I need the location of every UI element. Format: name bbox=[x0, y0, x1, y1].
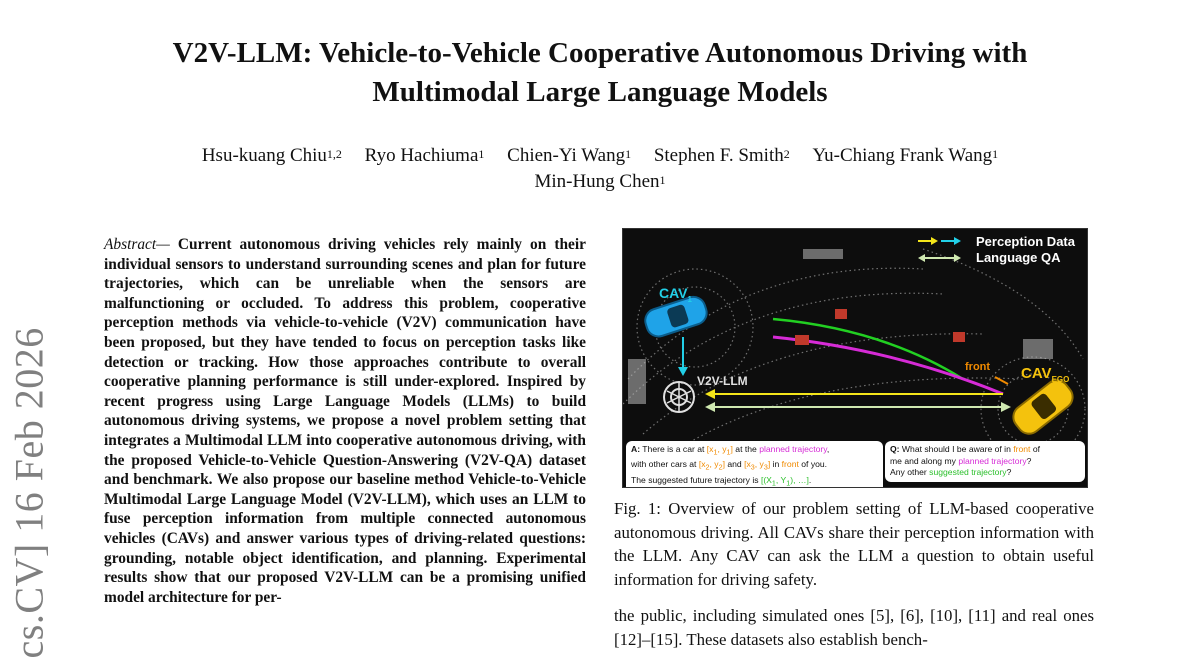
author-row-2 bbox=[80, 169, 1120, 195]
author-affiliation: 1 bbox=[625, 147, 632, 161]
author-name: Stephen F. Smith bbox=[653, 145, 784, 166]
front-label: front bbox=[965, 361, 991, 373]
legend-row-perception bbox=[976, 234, 1075, 250]
cav1-label: $CAV_1$ bbox=[659, 285, 692, 304]
author-affiliation: 1 bbox=[992, 147, 999, 161]
figure-overview bbox=[622, 228, 1088, 488]
abstract-lead: Abstract— bbox=[104, 236, 170, 253]
author-name: Ryo Hachiuma bbox=[364, 145, 479, 166]
figure-legend bbox=[976, 234, 1075, 266]
other-car bbox=[953, 332, 965, 342]
legend-perception-arrows bbox=[918, 237, 961, 245]
llm-label: V2V-LLM bbox=[697, 374, 748, 388]
author-affiliation: 1,2 bbox=[326, 147, 342, 161]
other-car bbox=[795, 335, 809, 345]
ego-car bbox=[1009, 375, 1078, 438]
cav-ego-label: $CAV_{EGO}$ bbox=[1021, 365, 1070, 384]
arrow-head bbox=[705, 402, 715, 412]
author bbox=[365, 143, 485, 169]
title-line-1: V2V-LLM: Vehicle-to-Vehicle Cooperative Autonomous Driving with bbox=[172, 37, 1028, 69]
abstract bbox=[104, 235, 586, 607]
author bbox=[813, 143, 999, 169]
body-paragraph: the public, including simulated ones [5], [6], [10], [11] and real ones [12]–[15]. These datasets also establish bench- bbox=[614, 606, 1094, 649]
llm-logo-icon bbox=[664, 382, 694, 412]
answer-box: A: There is a car at [$x_1$, $y_1$] at the planned trajectory, with other cars at [$x_2$, $y_2$] and [$x_3$, $y_3$] in front of you. The suggested future trajectory is [($X_1$, $Y_1$), …]. bbox=[626, 441, 883, 488]
legend-language-arrows bbox=[918, 254, 961, 262]
author-name: Chien-Yi Wang bbox=[507, 145, 626, 166]
front-arrow bbox=[995, 377, 1008, 384]
arrow-head bbox=[678, 367, 688, 376]
legend-perception-label: Perception Data bbox=[976, 234, 1075, 249]
author-affiliation: 2 bbox=[783, 147, 790, 161]
author bbox=[202, 143, 342, 169]
author-list bbox=[80, 143, 1120, 195]
question-box: Q: What should I be aware of in front of me and along my planned trajectory? Any other suggested trajectory? bbox=[885, 441, 1085, 482]
lidar-rings bbox=[623, 249, 1085, 461]
author-name: Hsu-kuang Chiu bbox=[201, 145, 327, 166]
author-affiliation: 1 bbox=[478, 147, 485, 161]
author-name: Yu-Chiang Frank Wang bbox=[812, 145, 993, 166]
author bbox=[507, 143, 631, 169]
title-line-2: Multimodal Large Language Models bbox=[372, 76, 828, 108]
paper-title bbox=[100, 34, 1100, 112]
author-name: Min-Hung Chen bbox=[534, 171, 660, 192]
arxiv-side-tag: cs.CV] 16 Feb 2026 bbox=[6, 327, 52, 659]
author bbox=[654, 143, 790, 169]
author-affiliation: 1 bbox=[659, 173, 666, 187]
abstract-text: Current autonomous driving vehicles rely mainly on their individual sensors to understand surrounding scenes and plan for future trajectories, which can be unreliable when the sensors are malfunctioning or occluded. To address this problem, cooperative perception methods via vehicle-to-vehicle (V2V) communication have been proposed, but they have tended to focus on perception tasks like detection or tracking. How those approaches contribute to overall cooperative planning performance is still under-explored. Inspired by recent progress using Large Language Models (LLMs) to build autonomous driving systems, we propose a novel problem setting that integrates a Multimodal LLM into cooperative autonomous driving, with the proposed Vehicle-to-Vehicle Question-Answering (V2V-QA) dataset and benchmark. We also propose our baseline method Vehicle-to-Vehicle Multimodal Large Language Model (V2V-LLM), which uses an LLM to fuse perception information from multiple connected autonomous vehicles (CAVs) and answer various types of driving-related questions: grounding, notable object identification, and planning. Experimental results show that our proposed V2V-LLM can be a promising unified model architecture for per- bbox=[104, 236, 586, 606]
arrow-head bbox=[1001, 402, 1011, 412]
author-row-1 bbox=[80, 143, 1120, 169]
figure-caption: Fig. 1: Overview of our problem setting of LLM-based cooperative autonomous driving. All CAVs share their perception information with the LLM. Any CAV can ask the LLM a question to obtain useful information for driving safety. bbox=[614, 499, 1094, 589]
legend-row-language bbox=[976, 250, 1075, 266]
author bbox=[534, 169, 665, 195]
legend-language-label: Language QA bbox=[976, 250, 1061, 265]
other-car bbox=[835, 309, 847, 319]
